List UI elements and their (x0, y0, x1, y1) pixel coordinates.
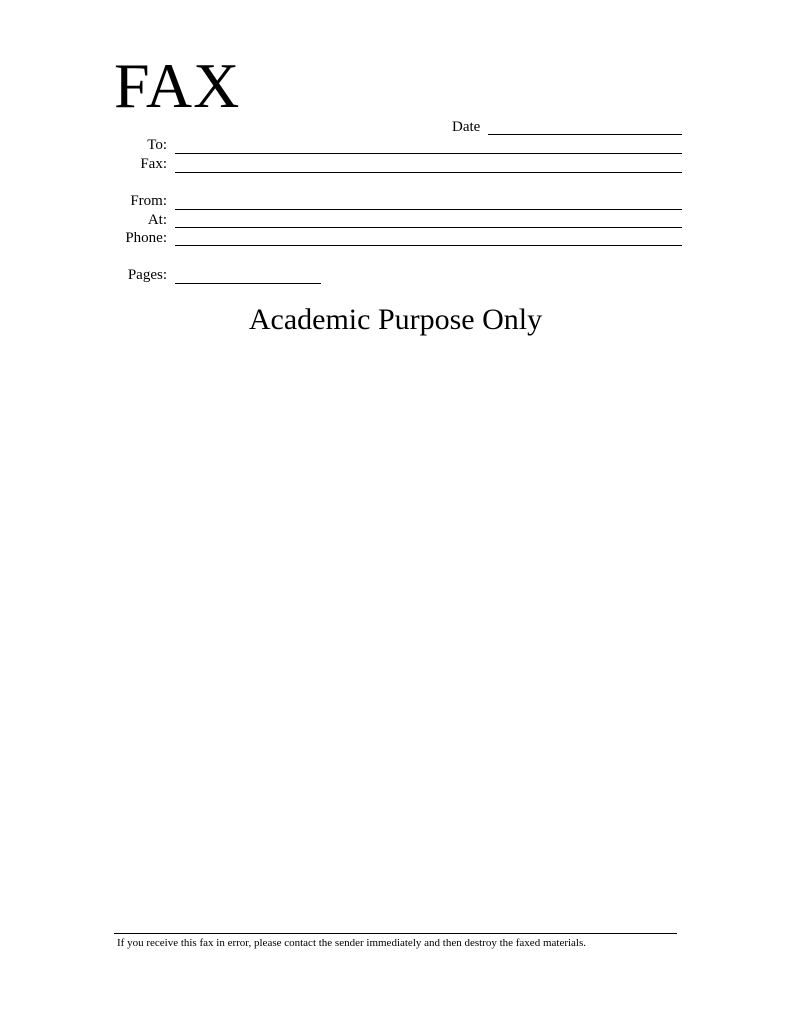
phone-label: Phone: (125, 230, 167, 246)
academic-purpose-watermark: Academic Purpose Only (248, 303, 543, 336)
at-label: At: (147, 212, 167, 228)
phone-field[interactable] (175, 245, 682, 246)
to-label: To: (147, 137, 167, 153)
fax-field[interactable] (175, 172, 682, 173)
footer-divider (114, 933, 677, 934)
pages-label: Pages: (127, 267, 167, 283)
fax-label: Fax: (140, 156, 167, 172)
at-field[interactable] (175, 227, 682, 228)
from-label: From: (130, 193, 167, 209)
to-field[interactable] (175, 153, 682, 154)
pages-field[interactable] (175, 283, 321, 284)
footer-disclaimer: If you receive this fax in error, please contact the sender immediately and then destroy the faxed materials. (117, 937, 587, 949)
date-field[interactable] (488, 134, 682, 135)
fax-title: FAX (114, 50, 241, 121)
date-label: Date (452, 119, 481, 135)
from-field[interactable] (175, 209, 682, 210)
